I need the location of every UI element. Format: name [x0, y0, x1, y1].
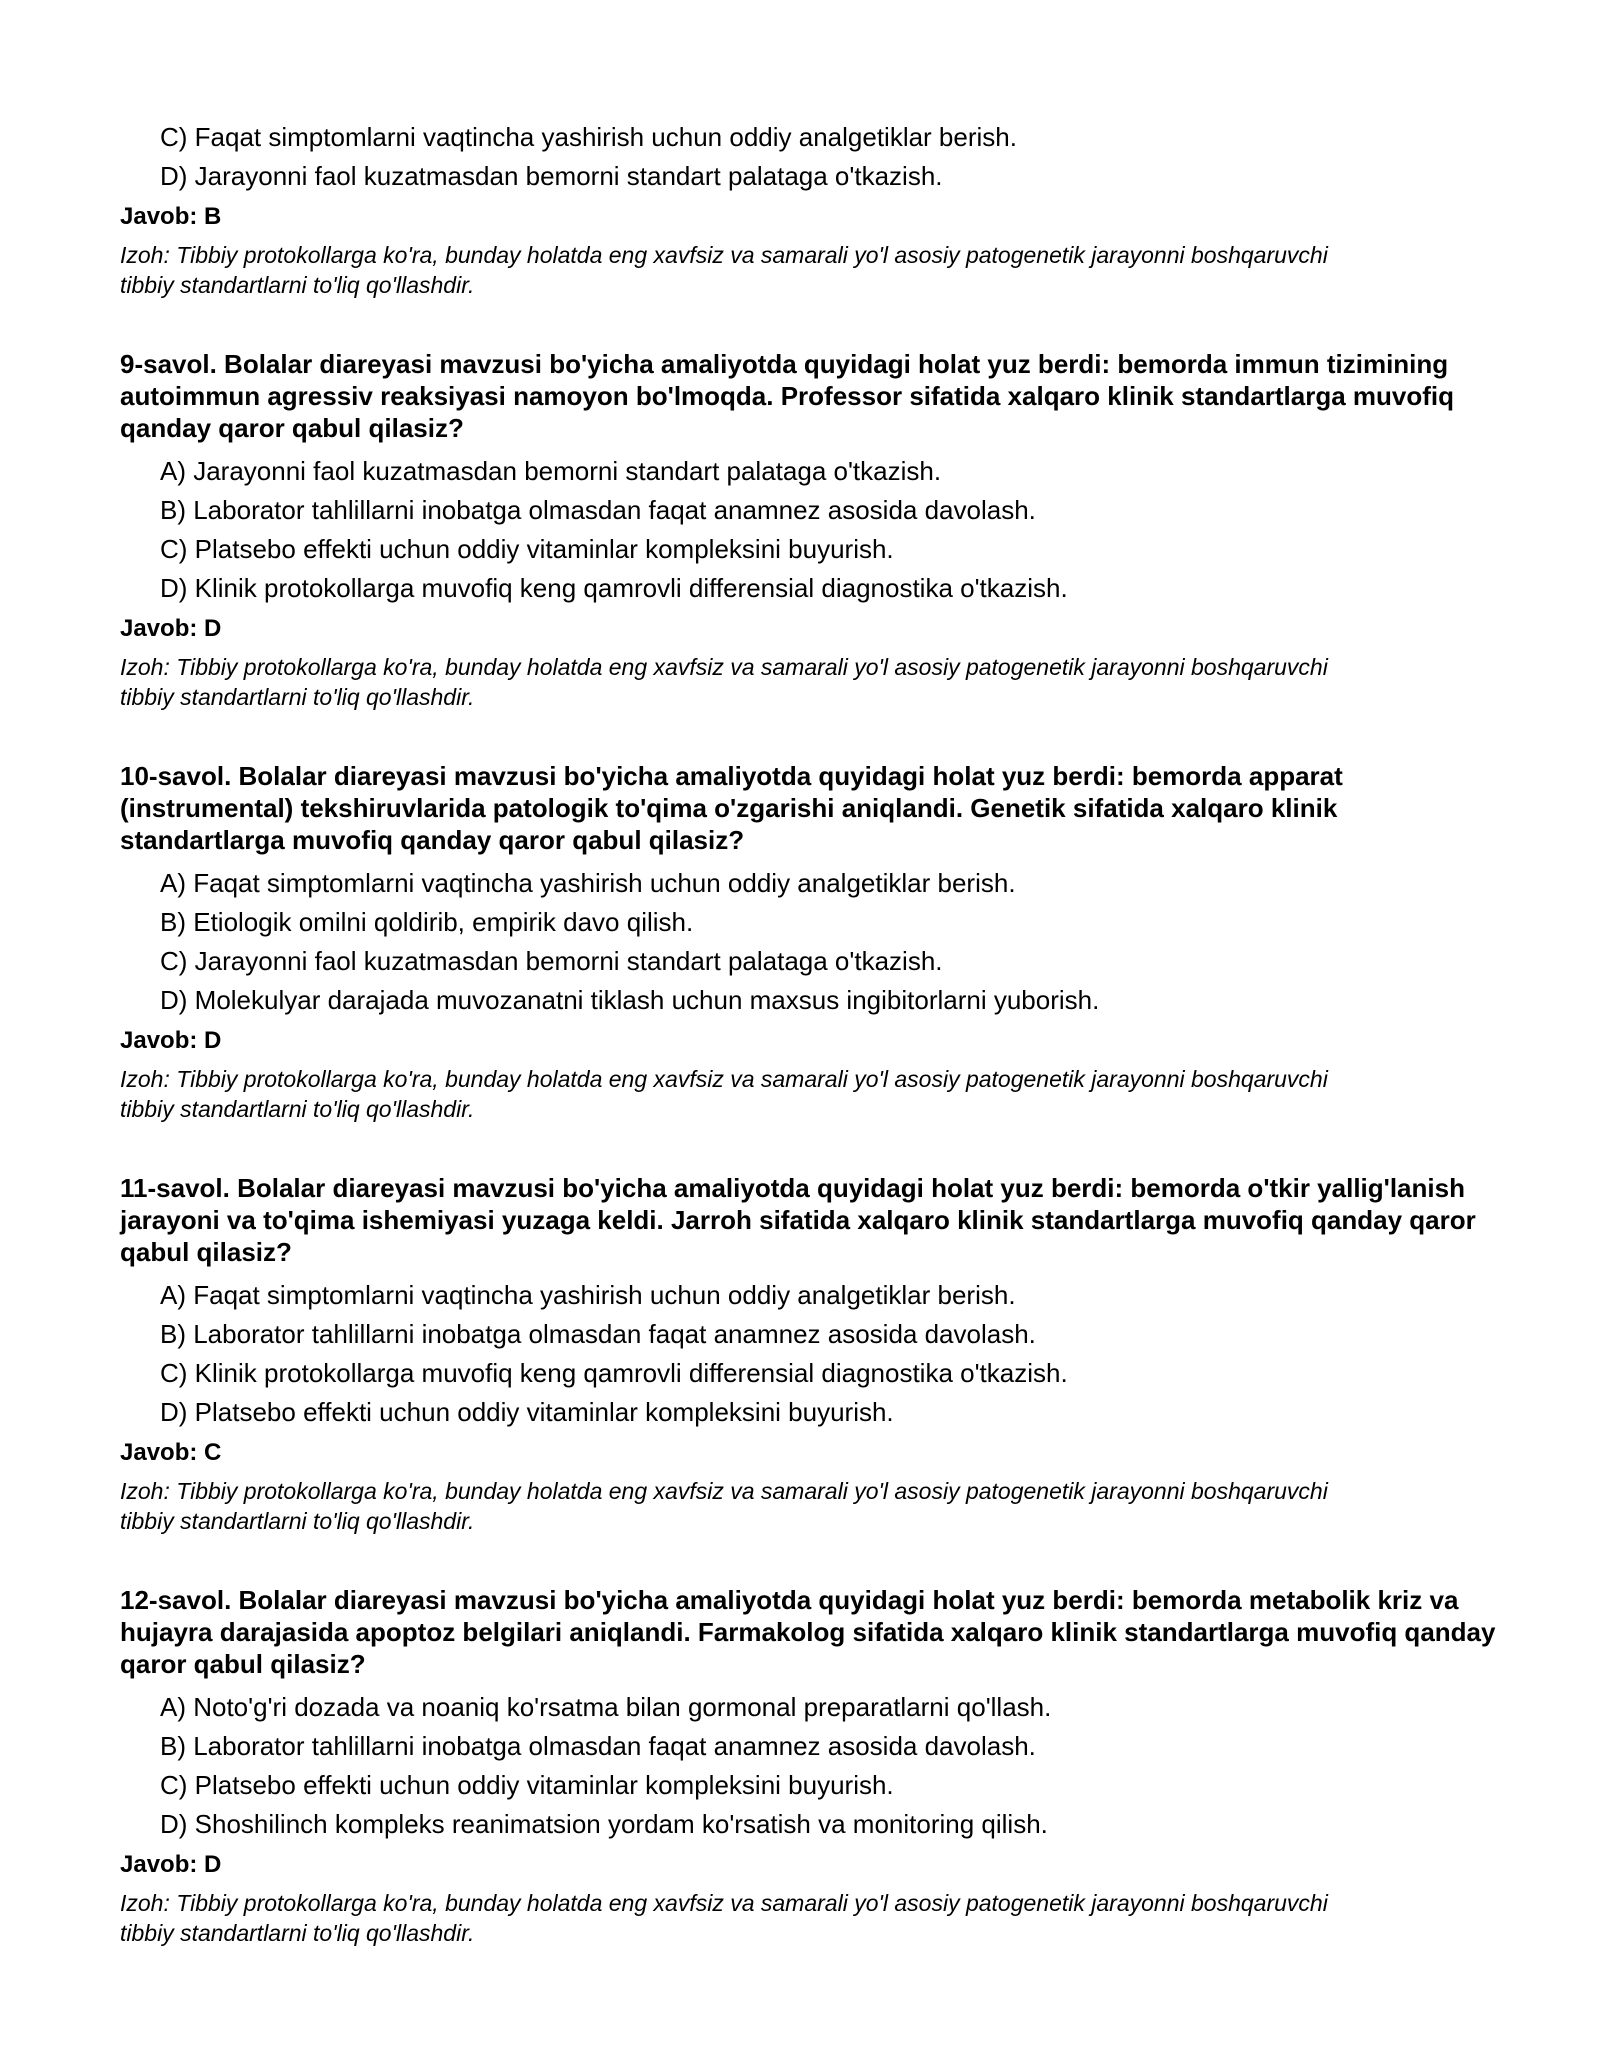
option-c: C) Platsebo effekti uchun oddiy vitaminlar kompleksini buyurish. [160, 534, 894, 564]
option-d: D) Klinik protokollarga muvofiq keng qamrovli differensial diagnostika o'tkazish. [160, 573, 1068, 603]
option-d: D) Shoshilinch kompleks reanimatsion yordam ko'rsatish va monitoring qilish. [160, 1809, 1048, 1839]
explanation-text: Izoh: Tibbiy protokollarga ko'ra, bunday holatda eng xavfsiz va samarali yo'l asosiy patogenetik jarayonni boshqaruvchi tibbiy standartlarni to'liq qo'llashdir. [120, 1890, 1328, 1946]
option-a: A) Jarayonni faol kuzatmasdan bemorni standart palataga o'tkazish. [160, 456, 942, 486]
options-list [120, 1690, 1500, 1841]
option-c: C) Faqat simptomlarni vaqtincha yashirish uchun oddiy analgetiklar berish. [160, 122, 1017, 152]
option-c: C) Platsebo effekti uchun oddiy vitaminlar kompleksini buyurish. [160, 1770, 894, 1800]
question-title: 9-savol. Bolalar diareyasi mavzusi bo'yicha amaliyotda quyidagi holat yuz berdi: bemorda immun tizimining autoimmun agressiv reaksiyasi namoyon bo'lmoqda. Professor sifatida xalqaro klinik standartlarga muvofiq qanday qaror qabul qilasiz? [120, 349, 1455, 443]
options-list [120, 1278, 1500, 1429]
document-page [120, 120, 1500, 1996]
option-d: D) Jarayonni faol kuzatmasdan bemorni standart palataga o'tkazish. [160, 161, 943, 191]
explanation-text: Izoh: Tibbiy protokollarga ko'ra, bunday holatda eng xavfsiz va samarali yo'l asosiy patogenetik jarayonni boshqaruvchi tibbiy standartlarni to'liq qo'llashdir. [120, 1066, 1328, 1122]
option-b: B) Laborator tahlillarni inobatga olmasdan faqat anamnez asosida davolash. [160, 1731, 1036, 1761]
option-d: D) Platsebo effekti uchun oddiy vitaminlar kompleksini buyurish. [160, 1397, 894, 1427]
explanation-text: Izoh: Tibbiy protokollarga ko'ra, bunday holatda eng xavfsiz va samarali yo'l asosiy patogenetik jarayonni boshqaruvchi tibbiy standartlarni to'liq qo'llashdir. [120, 654, 1328, 710]
option-a: A) Faqat simptomlarni vaqtincha yashirish uchun oddiy analgetiklar berish. [160, 1280, 1016, 1310]
question-8-continuation [120, 120, 1500, 300]
options-list [120, 866, 1500, 1017]
option-d: D) Molekulyar darajada muvozanatni tiklash uchun maxsus ingibitorlarni yuborish. [160, 985, 1100, 1015]
question-9 [120, 348, 1500, 712]
option-b: B) Laborator tahlillarni inobatga olmasdan faqat anamnez asosida davolash. [160, 1319, 1036, 1349]
options-list [120, 120, 1500, 193]
explanation-text: Izoh: Tibbiy protokollarga ko'ra, bunday holatda eng xavfsiz va samarali yo'l asosiy patogenetik jarayonni boshqaruvchi tibbiy standartlarni to'liq qo'llashdir. [120, 242, 1328, 298]
answer-label: Javob: D [120, 1027, 222, 1054]
option-c: C) Klinik protokollarga muvofiq keng qamrovli differensial diagnostika o'tkazish. [160, 1358, 1068, 1388]
option-a: A) Faqat simptomlarni vaqtincha yashirish uchun oddiy analgetiklar berish. [160, 868, 1016, 898]
answer-label: Javob: D [120, 1851, 222, 1878]
question-title: 12-savol. Bolalar diareyasi mavzusi bo'yicha amaliyotda quyidagi holat yuz berdi: bemorda metabolik kriz va hujayra darajasida apoptoz belgilari aniqlandi. Farmakolog sifatida xalqaro klinik standartlarga muvofiq qanday qaror qabul qilasiz? [120, 1585, 1496, 1679]
answer-label: Javob: B [120, 203, 222, 230]
option-b: B) Etiologik omilni qoldirib, empirik davo qilish. [160, 907, 694, 937]
option-c: C) Jarayonni faol kuzatmasdan bemorni standart palataga o'tkazish. [160, 946, 943, 976]
question-11 [120, 1172, 1500, 1536]
question-12 [120, 1584, 1500, 1948]
option-a: A) Noto'g'ri dozada va noaniq ko'rsatma bilan gormonal preparatlarni qo'llash. [160, 1692, 1052, 1722]
question-title: 10-savol. Bolalar diareyasi mavzusi bo'yicha amaliyotda quyidagi holat yuz berdi: bemorda apparat (instrumental) tekshiruvlarida patologik to'qima o'zgarishi aniqlandi. Genetik sifatida xalqaro klinik standartlarga muvofiq qanday qaror qabul qilasiz? [120, 761, 1343, 855]
explanation-text: Izoh: Tibbiy protokollarga ko'ra, bunday holatda eng xavfsiz va samarali yo'l asosiy patogenetik jarayonni boshqaruvchi tibbiy standartlarni to'liq qo'llashdir. [120, 1478, 1328, 1534]
question-title: 11-savol. Bolalar diareyasi mavzusi bo'yicha amaliyotda quyidagi holat yuz berdi: bemorda o'tkir yallig'lanish jarayoni va to'qima ishemiyasi yuzaga keldi. Jarroh sifatida xalqaro klinik standartlarga muvofiq qanday qaror qabul qilasiz? [120, 1173, 1476, 1267]
question-10 [120, 760, 1500, 1124]
answer-label: Javob: C [120, 1439, 222, 1466]
answer-label: Javob: D [120, 615, 222, 642]
options-list [120, 454, 1500, 605]
option-b: B) Laborator tahlillarni inobatga olmasdan faqat anamnez asosida davolash. [160, 495, 1036, 525]
